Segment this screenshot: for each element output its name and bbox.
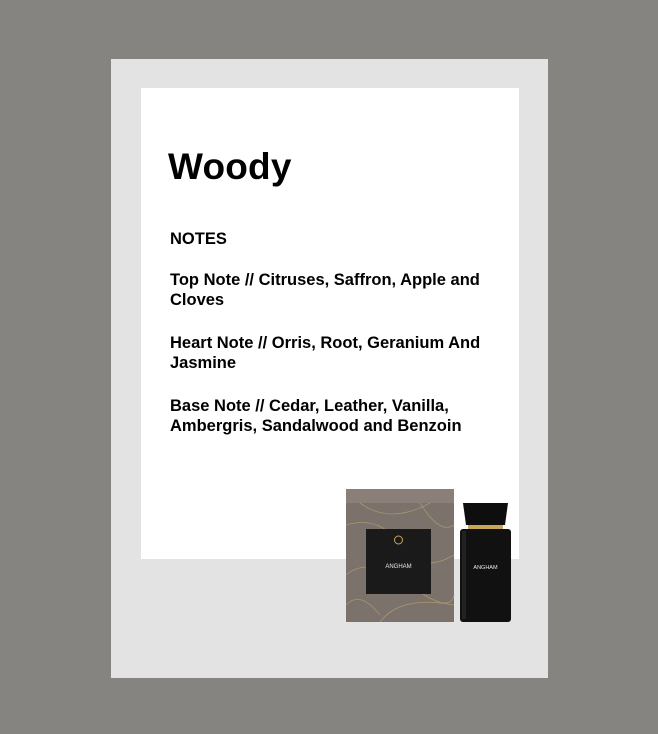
box-label-panel [366,529,431,594]
bottle-cap [463,503,508,525]
page-title: Woody [168,146,292,187]
box-label: ANGHAM [385,564,412,570]
heart-note: Heart Note // Orris, Root, Geranium And Jasmine [170,334,481,372]
perfume-bottle [460,529,511,622]
perfume-illustration [340,485,520,635]
bottle-label: ANGHAM [473,565,498,571]
base-note: Base Note // Cedar, Leather, Vanilla, Ambergris, Sandalwood and Benzoin [170,397,462,435]
top-note: Top Note // Citruses, Saffron, Apple and Cloves [170,271,480,309]
perfume-product-image [340,485,520,635]
notes-heading: NOTES [170,230,227,248]
